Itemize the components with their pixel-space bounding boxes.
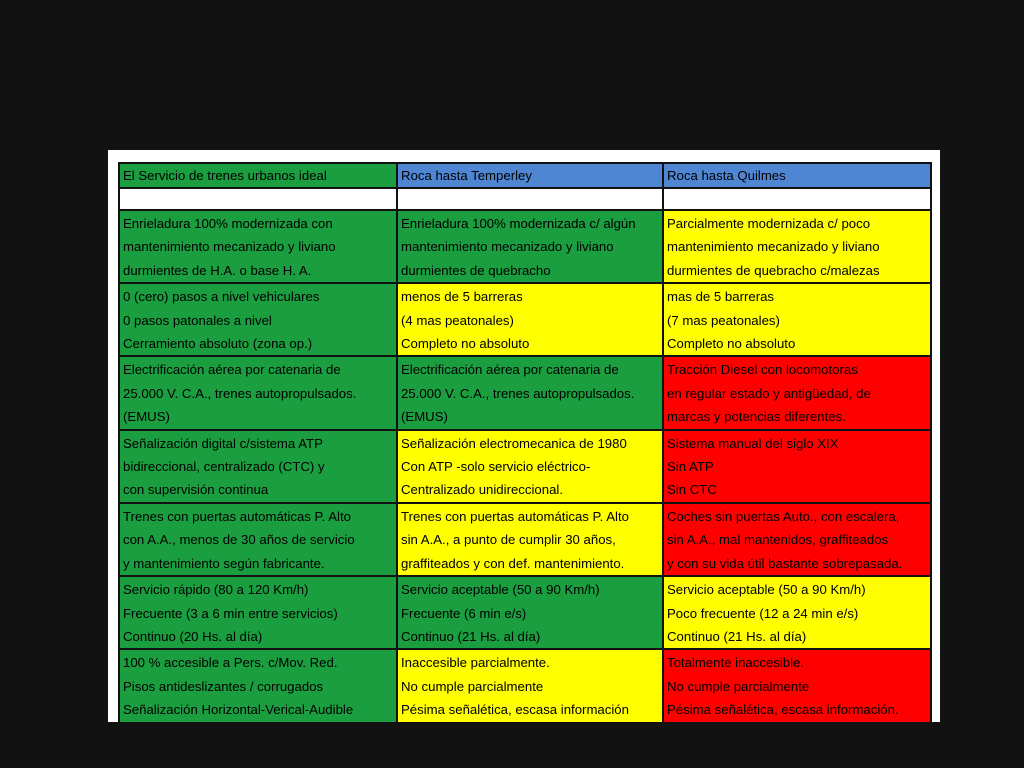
row-accessibility xyxy=(119,649,931,722)
cell-ideal: Servicio rápido (80 a 120 Km/h) Frecuente (3 a 6 min entre servicios) Continuo (20 Hs. al día) xyxy=(119,576,397,649)
cell-ideal: Electrificación aérea por catenaria de 25.000 V. C.A., trenes autopropulsados. (EMUS) xyxy=(119,356,397,429)
row-crossings xyxy=(119,283,931,356)
comparison-table-frame xyxy=(108,150,940,722)
header-ideal: El Servicio de trenes urbanos ideal xyxy=(119,163,397,188)
header-quilmes: Roca hasta Quilmes xyxy=(663,163,931,188)
cell-ideal: 100 % accesible a Pers. c/Mov. Red. Pisos antideslizantes / corrugados Señalización Horizontal-Verical-Audible xyxy=(119,649,397,722)
cell-quilmes: Parcialmente modernizada c/ poco mantenimiento mecanizado y liviano durmientes de quebracho c/malezas xyxy=(663,210,931,283)
cell-temperley: Trenes con puertas automáticas P. Alto sin A.A., a punto de cumplir 30 años, graffiteados y con def. mantenimiento. xyxy=(397,503,663,576)
spacer-cell xyxy=(397,188,663,210)
cell-temperley: Servicio aceptable (50 a 90 Km/h) Frecuente (6 min e/s) Continuo (21 Hs. al día) xyxy=(397,576,663,649)
cell-quilmes: Servicio aceptable (50 a 90 Km/h) Poco frecuente (12 a 24 min e/s) Continuo (21 Hs. al día) xyxy=(663,576,931,649)
cell-quilmes: Sistema manual del siglo XIX Sin ATP Sin CTC xyxy=(663,430,931,503)
spacer-cell xyxy=(663,188,931,210)
row-rolling-stock xyxy=(119,503,931,576)
cell-ideal: Enrieladura 100% modernizada con mantenimiento mecanizado y liviano durmientes de H.A. o base H. A. xyxy=(119,210,397,283)
cell-ideal: Señalización digital c/sistema ATP bidireccional, centralizado (CTC) y con supervisión continua xyxy=(119,430,397,503)
row-traction xyxy=(119,356,931,429)
header-row xyxy=(119,163,931,188)
cell-temperley: Electrificación aérea por catenaria de 25.000 V. C.A., trenes autopropulsados. (EMUS) xyxy=(397,356,663,429)
cell-ideal: 0 (cero) pasos a nivel vehiculares 0 pasos patonales a nivel Cerramiento absoluto (zona op.) xyxy=(119,283,397,356)
cell-quilmes: Tracción Diesel con locomotoras en regular estado y antigüedad, de marcas y potencias diferentes. xyxy=(663,356,931,429)
cell-quilmes: Coches sin puertas Auto., con escalera, sin A.A., mal mantenidos, graffiteados y con su vida útil bastante sobrepasada. xyxy=(663,503,931,576)
spacer-row xyxy=(119,188,931,210)
comparison-table xyxy=(118,162,932,724)
cell-temperley: Señalización electromecanica de 1980 Con ATP -solo servicio eléctrico- Centralizado unidireccional. xyxy=(397,430,663,503)
row-signalling xyxy=(119,430,931,503)
row-service xyxy=(119,576,931,649)
spacer-cell xyxy=(119,188,397,210)
cell-quilmes: Totalmente inaccesible. No cumple parcialmente Pésima señalética, escasa información. xyxy=(663,649,931,722)
header-temperley: Roca hasta Temperley xyxy=(397,163,663,188)
cell-ideal: Trenes con puertas automáticas P. Alto con A.A., menos de 30 años de servicio y mantenimiento según fabricante. xyxy=(119,503,397,576)
cell-temperley: Enrieladura 100% modernizada c/ algún mantenimiento mecanizado y liviano durmientes de quebracho xyxy=(397,210,663,283)
cell-temperley: Inaccesible parcialmente. No cumple parcialmente Pésima señalética, escasa información xyxy=(397,649,663,722)
cell-quilmes: mas de 5 barreras (7 mas peatonales) Completo no absoluto xyxy=(663,283,931,356)
cell-temperley: menos de 5 barreras (4 mas peatonales) Completo no absoluto xyxy=(397,283,663,356)
row-track xyxy=(119,210,931,283)
